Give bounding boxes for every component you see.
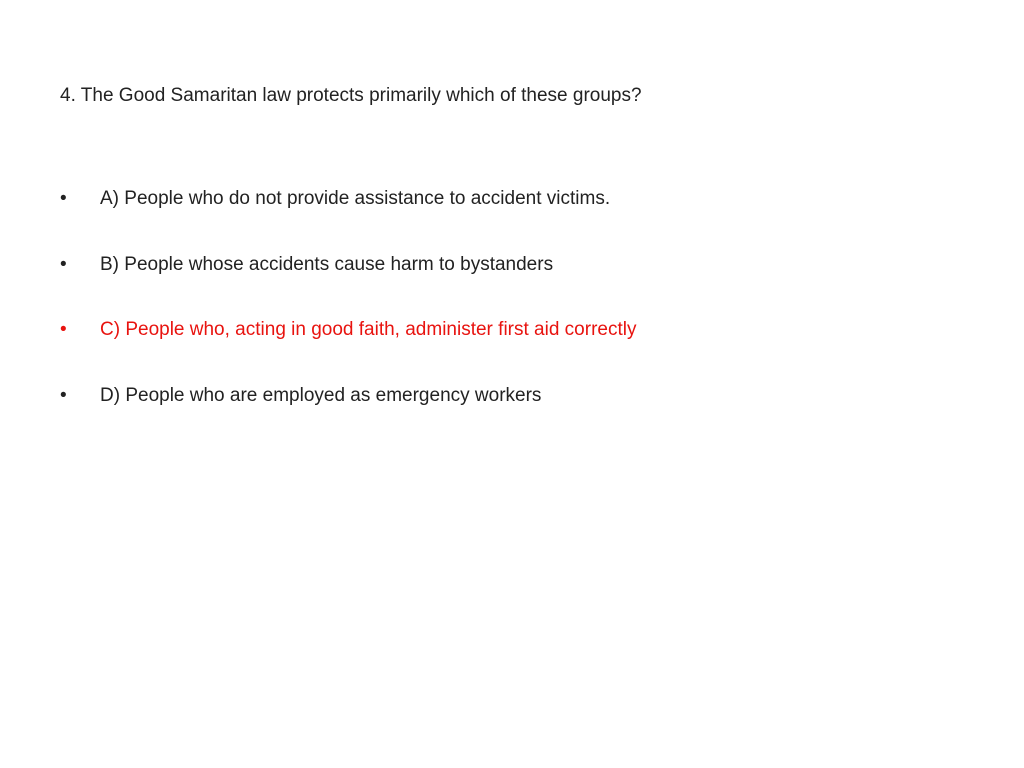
- answer-option-d-text: D) People who are employed as emergency workers: [100, 385, 542, 406]
- question-text: 4. The Good Samaritan law protects primarily which of these groups?: [60, 85, 642, 106]
- bullet-icon: •: [60, 319, 67, 340]
- bullet-icon: •: [60, 254, 67, 275]
- bullet-icon: •: [60, 188, 67, 209]
- answer-option-c-text: C) People who, acting in good faith, administer first aid correctly: [100, 319, 637, 340]
- bullet-icon: •: [60, 385, 67, 406]
- answer-option-b-text: B) People whose accidents cause harm to bystanders: [100, 254, 554, 275]
- answer-option-a-text: A) People who do not provide assistance to accident victims.: [100, 188, 611, 209]
